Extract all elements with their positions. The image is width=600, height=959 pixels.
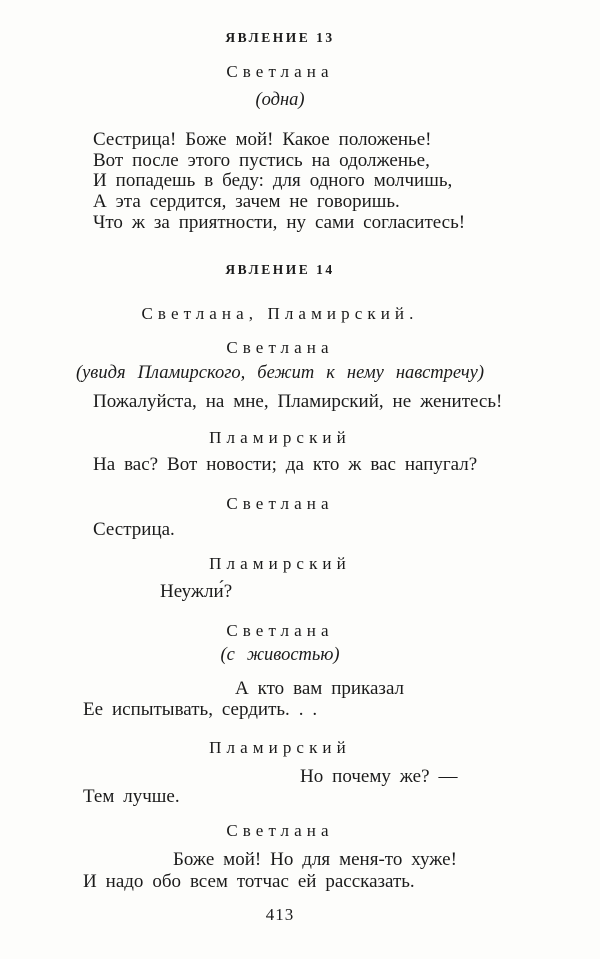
verse-line: Ее испытывать, сердить. . . — [83, 699, 318, 720]
stage-direction: (увидя Пламирского, бежит к нему навстречу) — [75, 363, 485, 383]
speaker-name: Светлана — [226, 821, 334, 840]
speaker-name: Светлана — [226, 338, 334, 357]
scene-13-heading: ЯВЛЕНИЕ 13 — [225, 30, 335, 45]
scene-13-character-name: Светлана — [226, 62, 334, 81]
scene-13-stage-direction: (одна) — [255, 90, 305, 110]
scene-13-verse-line: А эта сердится, зачем не говоришь. — [93, 191, 400, 212]
scene-13-verse-line: Вот после этого пустись на одолженье, — [93, 150, 430, 171]
scene-13-verse-line: Сестрица! Боже мой! Какое положенье! — [93, 129, 432, 150]
scene-14-characters-line: Светлана, Пламирский. — [141, 304, 419, 323]
verse-line: Тем лучше. — [83, 786, 180, 807]
scene-13-verse-line: Что ж за приятности, ну сами согласитесь! — [93, 212, 466, 233]
speaker-name: Светлана — [226, 494, 334, 513]
speaker-name: Пламирский — [209, 554, 351, 573]
stage-direction: (с живостью) — [220, 645, 340, 665]
speaker-name: Пламирский — [209, 738, 351, 757]
speaker-name: Пламирский — [209, 428, 351, 447]
speaker-name: Светлана — [226, 621, 334, 640]
verse-line: Но почему же? — — [300, 766, 458, 787]
scene-13-verse-line: И попадешь в беду: для одного молчишь, — [93, 170, 453, 191]
verse-line: И надо обо всем тотчас ей рассказать. — [83, 871, 415, 892]
verse-line: А кто вам приказал — [235, 678, 405, 699]
verse-line: Неужли́? — [160, 581, 233, 602]
page-number: 413 — [265, 905, 295, 924]
verse-line: Боже мой! Но для меня-то хуже! — [173, 849, 457, 870]
verse-line: Пожалуйста, на мне, Пламирский, не женитесь! — [93, 391, 503, 412]
verse-line: На вас? Вот новости; да кто ж вас напугал? — [93, 454, 478, 475]
scene-14-heading: ЯВЛЕНИЕ 14 — [225, 262, 335, 277]
verse-line: Сестрица. — [93, 519, 175, 540]
